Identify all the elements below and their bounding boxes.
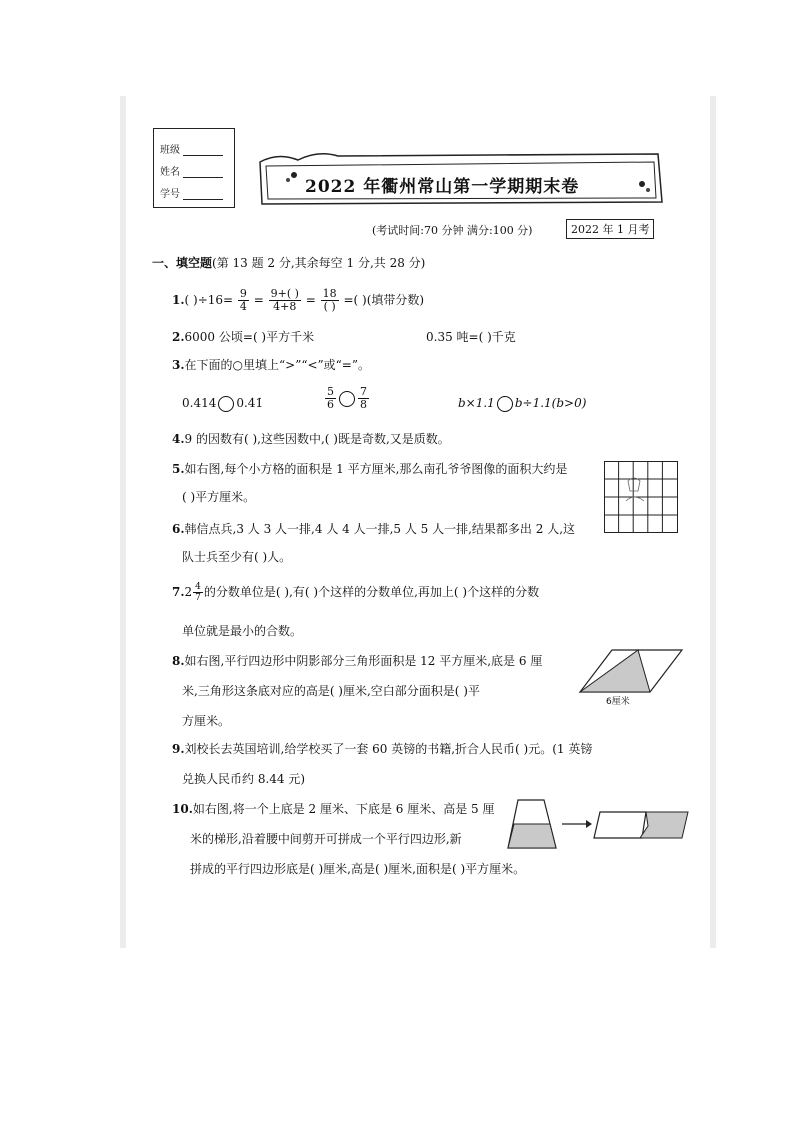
question-4: 4.9 的因数有( ),这些因数中,( )既是奇数,又是质数。 xyxy=(172,432,450,446)
fraction: $\frac{18}{( )}$ xyxy=(322,287,337,313)
compare-circle[interactable] xyxy=(218,396,234,412)
question-7: 7.2 $\frac{4}{7}$ 的分数单位是( ),有( )个这样的分数单位,再加上( )个这样的分数 xyxy=(172,582,540,603)
fraction: $\frac{7}{8}$ xyxy=(360,385,367,411)
name-row: 姓名 xyxy=(160,163,223,177)
question-5: 5.如右图,每个小方格的面积是 1 平方厘米,那么南孔爷爷图像的面积大约是 xyxy=(172,462,568,476)
question-9: 9.刘校长去英国培训,给学校买了一套 60 英镑的书籍,折合人民币( )元。(1 英镑 xyxy=(172,742,593,756)
question-3c: b×1.1 b÷1.1(b>0) xyxy=(458,396,587,410)
question-3b xyxy=(324,386,370,411)
question-8-line3: 方厘米。 xyxy=(182,714,231,728)
fraction: $\frac{9+( )}{4+8}$ xyxy=(270,287,299,313)
question-3: 3.在下面的○里填上“>”“<”或“=”。 xyxy=(172,358,370,372)
question-1: 1.( )÷16= $\frac{9}{4}$ = $\frac{9+( )}{4+8}$ = $\frac{18}{( )}$ =( )(填带分数) xyxy=(172,287,425,313)
question-6-line2: 队士兵至少有( )人。 xyxy=(182,550,292,564)
exam-info: (考试时间:70 分钟 满分:100 分) xyxy=(372,224,533,237)
compare-circle[interactable] xyxy=(339,391,355,407)
exam-title: 2022 年衢州常山第一学期期末卷 xyxy=(305,177,580,197)
trapezoid-figure xyxy=(506,796,690,852)
question-10-line2: 米的梯形,沿着腰中间剪开可拼成一个平行四边形,新 xyxy=(190,832,462,846)
class-row: 班级 xyxy=(160,141,223,155)
compare-circle[interactable] xyxy=(497,396,513,412)
fraction: $\frac{4}{7}$ xyxy=(195,582,201,603)
question-7-line2: 单位就是最小的合数。 xyxy=(182,624,303,638)
question-8: 8.如右图,平行四边形中阴影部分三角形面积是 12 平方厘米,底是 6 厘 xyxy=(172,654,543,668)
question-9-line2: 兑换人民币约 8.44 元) xyxy=(182,772,306,786)
question-8-line2: 米,三角形这条底对应的高是( )厘米,空白部分面积是( )平 xyxy=(182,684,480,698)
question-5-line2: ( )平方厘米。 xyxy=(182,490,256,504)
id-row: 学号 xyxy=(160,185,223,199)
grid-figure xyxy=(604,461,678,533)
fraction: $\frac{5}{6}$ xyxy=(327,385,334,411)
question-10: 10.如右图,将一个上底是 2 厘米、下底是 6 厘米、高是 5 厘 xyxy=(172,802,495,816)
question-2b: 0.35 吨=( )千克 xyxy=(426,330,516,344)
question-10-line3: 拼成的平行四边形底是( )厘米,高是( )厘米,面积是( )平方厘米。 xyxy=(190,862,526,876)
section-heading: 一、填空题(第 13 题 2 分,其余每空 1 分,共 28 分) xyxy=(152,256,426,270)
parallelogram-figure xyxy=(578,648,684,710)
exam-date: 2022 年 1 月考 xyxy=(566,219,654,239)
figure-label: 6厘米 xyxy=(606,697,630,707)
question-6: 6.韩信点兵,3 人 3 人一排,4 人 4 人一排,5 人 5 人一排,结果都多出 2 人,这 xyxy=(172,522,576,536)
question-2: 2.6000 公顷=( )平方千米 xyxy=(172,330,315,344)
fraction: $\frac{9}{4}$ xyxy=(239,287,247,313)
student-info-box xyxy=(153,128,235,208)
question-3a: 0.414 0.4̇1̇ xyxy=(182,396,264,410)
